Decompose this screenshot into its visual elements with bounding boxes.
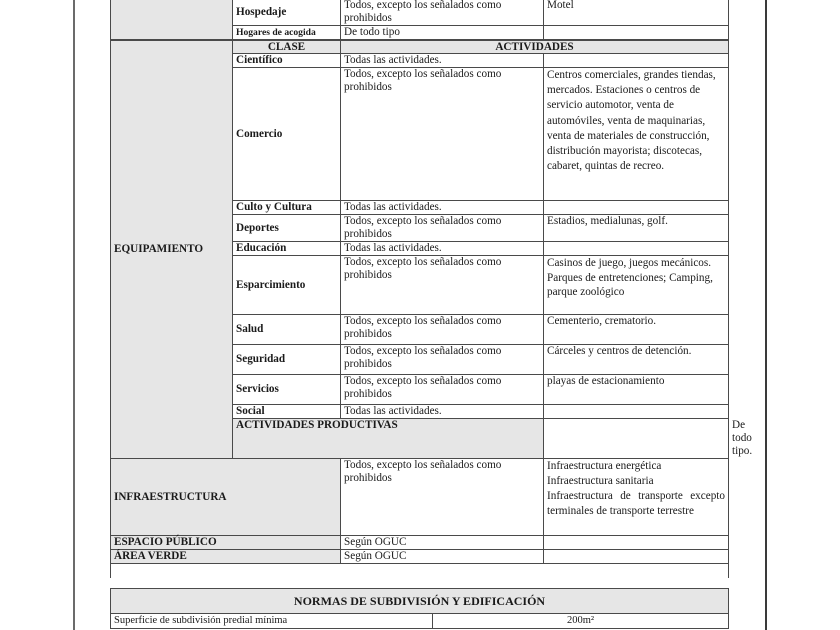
prohibited-cell — [544, 242, 729, 256]
category-label: ÁREA VERDE — [111, 550, 341, 564]
land-uses-table — [110, 0, 753, 578]
equipamiento-label: EQUIPAMIENTO — [111, 40, 233, 459]
clase-cell: Hogares de acogida — [233, 26, 341, 41]
table-header-row — [111, 40, 729, 54]
clase-cell: Seguridad — [233, 345, 341, 375]
clase-cell: Científico — [233, 54, 341, 68]
prohibited-cell — [544, 26, 729, 41]
prohibited-cell — [544, 54, 729, 68]
clase-cell: Hospedaje — [233, 0, 341, 26]
permitted-cell: Todas las actividades. — [341, 242, 544, 256]
norm-label: Superficie de subdivisión predial mínima — [111, 614, 433, 629]
prohibited-cell — [544, 405, 729, 419]
permitted-cell: Todos, excepto los señalados como prohibidos — [341, 215, 544, 242]
page-border-right — [765, 0, 767, 630]
norms-title-row — [111, 589, 729, 614]
category-label: INFRAESTRUCTURA — [111, 459, 341, 536]
norm-value: 200m² — [433, 614, 729, 629]
column-header-actividades: ACTIVIDADES — [341, 40, 729, 54]
table-row — [111, 536, 729, 550]
permitted-cell: Todos, excepto los señalados como prohibidos — [341, 459, 544, 536]
prohibited-line: Infraestructura sanitaria — [547, 475, 654, 487]
category-label: ESPACIO PÚBLICO — [111, 536, 341, 550]
prohibited-cell: Motel — [544, 0, 729, 26]
permitted-cell: Según OGUC — [341, 550, 544, 564]
permitted-cell: Todos, excepto los señalados como prohibidos — [341, 68, 544, 201]
permitted-cell: De todo tipo — [341, 26, 544, 41]
clase-cell: Educación — [233, 242, 341, 256]
permitted-cell: Según OGUC — [341, 536, 544, 550]
spacer-cell — [111, 564, 729, 579]
clase-cell: Esparcimiento — [233, 256, 341, 315]
clase-cell: Servicios — [233, 375, 341, 405]
clase-cell: Social — [233, 405, 341, 419]
spacer-row — [111, 564, 729, 579]
prohibited-cell: playas de estacionamiento — [544, 375, 729, 405]
permitted-cell: Todas las actividades. — [341, 405, 544, 419]
clase-cell: Culto y Cultura — [233, 201, 341, 215]
table-row — [111, 550, 729, 564]
permitted-cell: Todos, excepto los señalados como prohibidos — [341, 345, 544, 375]
permitted-cell: Todas las actividades. — [341, 54, 544, 68]
prohibited-cell: Cementerio, crematorio. — [544, 315, 729, 345]
norms-table — [110, 588, 729, 629]
table-row — [111, 0, 729, 26]
prohibited-cell — [544, 536, 729, 550]
prohibited-cell: Cárceles y centros de detención. — [544, 345, 729, 375]
permitted-cell: Todos, excepto los señalados como prohibidos — [341, 0, 544, 26]
table-row: ACTIVIDADES PRODUCTIVAS De todo tipo. — [111, 419, 729, 459]
clase-cell: Salud — [233, 315, 341, 345]
permitted-cell: Todos, excepto los señalados como prohibidos — [341, 315, 544, 345]
norms-title: NORMAS DE SUBDIVISIÓN Y EDIFICACIÓN — [111, 589, 729, 614]
column-header-clase: CLASE — [233, 40, 341, 54]
clase-cell: Deportes — [233, 215, 341, 242]
prohibited-cell — [544, 550, 729, 564]
prohibited-cell — [544, 459, 729, 536]
section-label-cell — [111, 0, 233, 40]
category-label: ACTIVIDADES PRODUCTIVAS — [233, 419, 544, 459]
table-row — [111, 614, 729, 629]
prohibited-cell — [544, 201, 729, 215]
prohibited-cell: Estadios, medialunas, golf. — [544, 215, 729, 242]
permitted-cell: Todos, excepto los señalados como prohibidos — [341, 375, 544, 405]
table-row — [111, 459, 729, 536]
clase-cell: Comercio — [233, 68, 341, 201]
prohibited-line: Infraestructura de transporte excepto terminales de transporte terrestre — [547, 490, 725, 517]
page-border-left — [73, 0, 75, 630]
permitted-cell — [544, 419, 729, 459]
prohibited-cell: Casinos de juego, juegos mecánicos. Parques de entretenciones; Camping, parque zoológico — [544, 256, 729, 315]
permitted-cell: Todas las actividades. — [341, 201, 544, 215]
permitted-cell: Todos, excepto los señalados como prohibidos — [341, 256, 544, 315]
prohibited-line: Infraestructura energética — [547, 460, 662, 472]
prohibited-cell: Centros comerciales, grandes tiendas, mercados. Estaciones o centros de servicio automotor, venta de automóviles, venta de maquinarias, venta de materiales de construcción, distribución mayorista; discotecas, cabaret, quintas de recreo. — [544, 68, 729, 201]
